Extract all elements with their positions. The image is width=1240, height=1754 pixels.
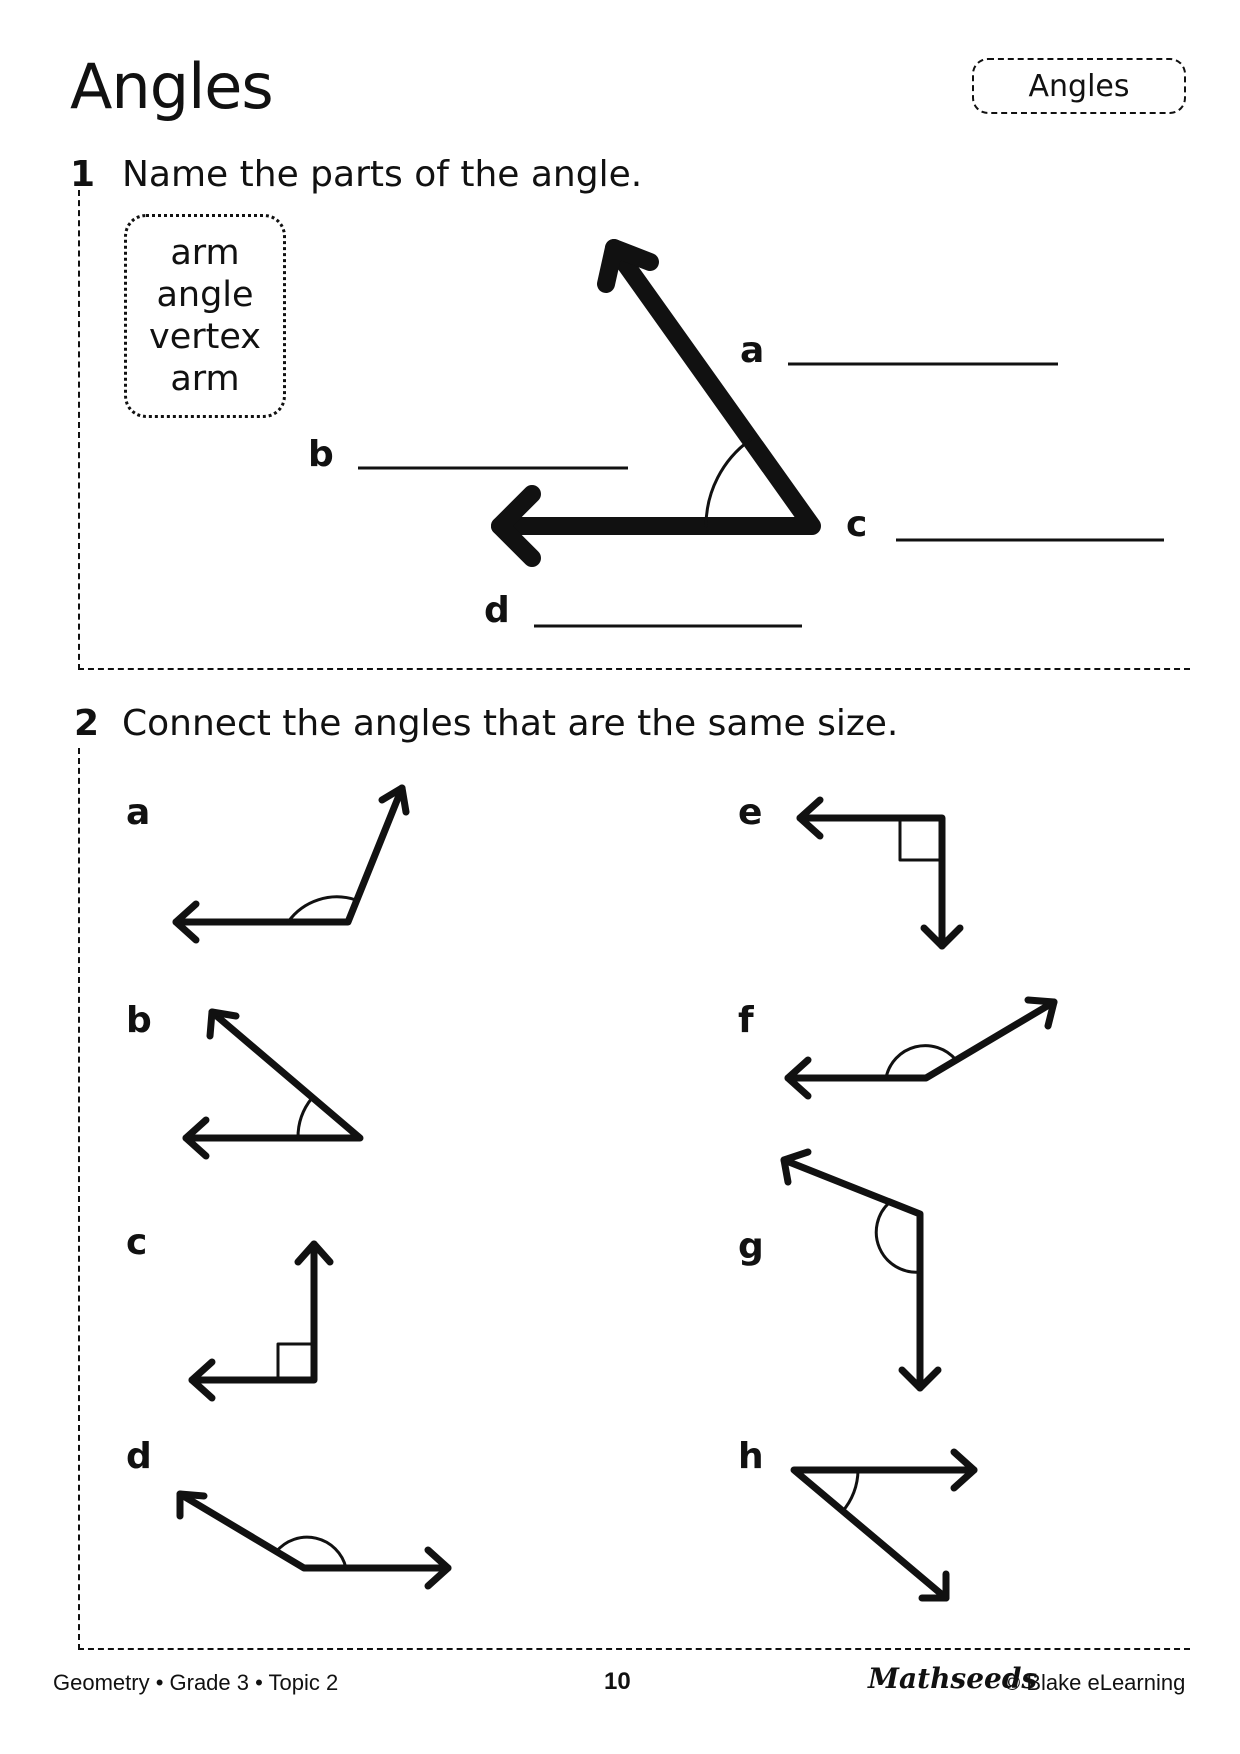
word-bank-item: arm	[170, 359, 240, 399]
q1-label-a: a	[740, 330, 765, 371]
q2-angle-b[interactable]	[186, 1012, 360, 1156]
question-1-number: 1	[70, 154, 96, 195]
q2-angle-h[interactable]	[794, 1452, 974, 1598]
q2-label-a: a	[126, 792, 151, 833]
topic-tag-label: Angles	[1028, 68, 1130, 104]
question-2-number: 2	[74, 703, 100, 744]
q1-angle-diagram	[500, 248, 812, 558]
angle-arc	[706, 440, 750, 526]
word-bank-item: vertex	[149, 317, 261, 357]
q2-label-b: b	[126, 1000, 152, 1041]
q2-label-c: c	[126, 1222, 148, 1263]
question-1-text: Name the parts of the angle.	[122, 154, 643, 195]
word-bank-item: arm	[170, 233, 240, 273]
question-2-text: Connect the angles that are the same size.	[122, 703, 899, 744]
brand-logo: Mathseeds	[868, 1662, 1038, 1695]
q2-label-h: h	[738, 1436, 764, 1477]
q1-label-b: b	[308, 434, 334, 475]
q2-label-e: e	[738, 792, 763, 833]
q2-angle-c[interactable]	[192, 1244, 330, 1398]
footer-course: Geometry • Grade 3 • Topic 2	[53, 1670, 339, 1695]
q1-label-d: d	[484, 590, 510, 631]
q1-label-c: c	[846, 504, 868, 545]
word-bank-item: angle	[156, 275, 254, 315]
q2-angle-g[interactable]	[784, 1152, 938, 1388]
q2-angle-a[interactable]	[176, 788, 406, 940]
page-number: 10	[604, 1668, 631, 1695]
q2-label-d: d	[126, 1436, 152, 1477]
angle-arms	[500, 248, 812, 526]
page-title: Angles	[70, 50, 273, 123]
q2-angle-f[interactable]	[788, 1000, 1054, 1096]
q2-label-g: g	[738, 1226, 764, 1267]
q2-label-f: f	[738, 1000, 754, 1041]
q2-angle-d[interactable]	[180, 1494, 448, 1586]
q2-angle-e[interactable]	[800, 800, 960, 946]
q1-answer-lines	[358, 364, 1164, 626]
copyright: © Blake eLearning	[1004, 1670, 1186, 1695]
